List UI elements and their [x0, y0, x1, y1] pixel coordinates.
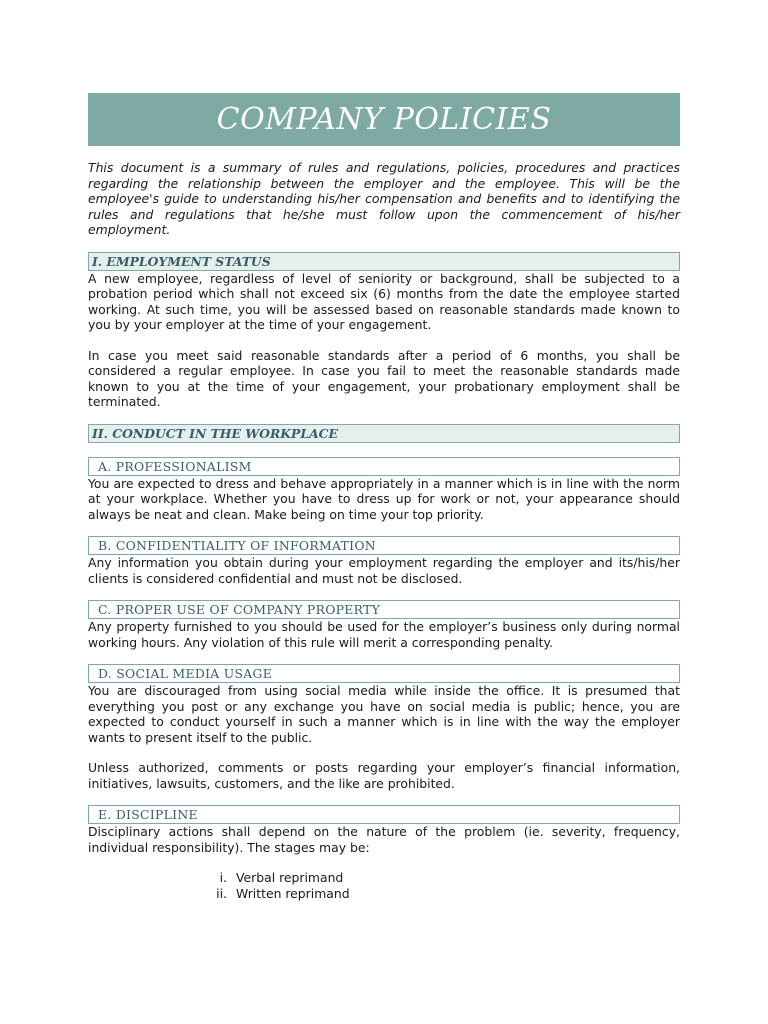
list-item-number: ii. [216, 885, 227, 901]
employment-status-paragraph-2: In case you meet said reasonable standards after a period of 6 months, you shall be considered a regular employee. In case you fail to meet the reasonable standards made known to you at the time of your engagement, your probationary employment shall be terminated. [88, 347, 680, 409]
document-page [88, 93, 680, 901]
intro-paragraph: This document is a summary of rules and regulations, policies, procedures and practices regarding the relationship between the employer and the employee. This will be the employee's guide to understanding his/her compensation and benefits and to identifying the rules and regulations that he/she must follow upon the commencement of his/her employment. [88, 160, 680, 237]
discipline-stages-list [88, 870, 680, 901]
discipline-paragraph: Disciplinary actions shall depend on the nature of the problem (ie. severity, frequency, individual responsibility). The stages may be: [88, 824, 680, 855]
list-item [88, 870, 680, 886]
subheading-social-media: D. SOCIAL MEDIA USAGE [88, 664, 680, 683]
list-item-label: Written reprimand [236, 885, 350, 901]
subheading-discipline: E. DISCIPLINE [88, 805, 680, 824]
employment-status-paragraph-1: A new employee, regardless of level of seniority or background, shall be subjected to a probation period which shall not exceed six (6) months from the date the employee started working. At such time, you will be assessed based on reasonable standards made known to you by your employer at the time of your engagement. [88, 270, 680, 332]
list-item-label: Verbal reprimand [236, 870, 344, 885]
page-title: COMPANY POLICIES [216, 102, 552, 137]
social-media-paragraph-1: You are discouraged from using social media while inside the office. It is presumed that everything you post or any exchange you have on social media is public; hence, you are expected to conduct yourself in such a manner which is in line with the way the employer wants to present itself to the public. [88, 683, 680, 745]
professionalism-paragraph: You are expected to dress and behave appropriately in a manner which is in line with the norm at your workplace. Whether you have to dress up for work or not, your appearance should always be neat and clean. Make being on time your top priority. [88, 475, 680, 522]
subheading-company-property: C. PROPER USE OF COMPANY PROPERTY [88, 600, 680, 619]
subheading-professionalism: A. PROFESSIONALISM [88, 457, 680, 476]
section-heading-conduct: II. CONDUCT IN THE WORKPLACE [88, 424, 680, 443]
subheading-confidentiality: B. CONFIDENTIALITY OF INFORMATION [88, 536, 680, 555]
social-media-paragraph-2: Unless authorized, comments or posts regarding your employer’s financial information, initiatives, lawsuits, customers, and the like are prohibited. [88, 760, 680, 791]
section-heading-employment-status: I. EMPLOYMENT STATUS [88, 252, 680, 271]
company-property-paragraph: Any property furnished to you should be used for the employer’s business only during normal working hours. Any violation of this rule will merit a corresponding penalty. [88, 619, 680, 650]
title-banner [88, 93, 680, 146]
list-item-number: i. [219, 870, 227, 885]
list-item [88, 886, 680, 902]
confidentiality-paragraph: Any information you obtain during your employment regarding the employer and its/his/her clients is considered confidential and must not be disclosed. [88, 555, 680, 586]
